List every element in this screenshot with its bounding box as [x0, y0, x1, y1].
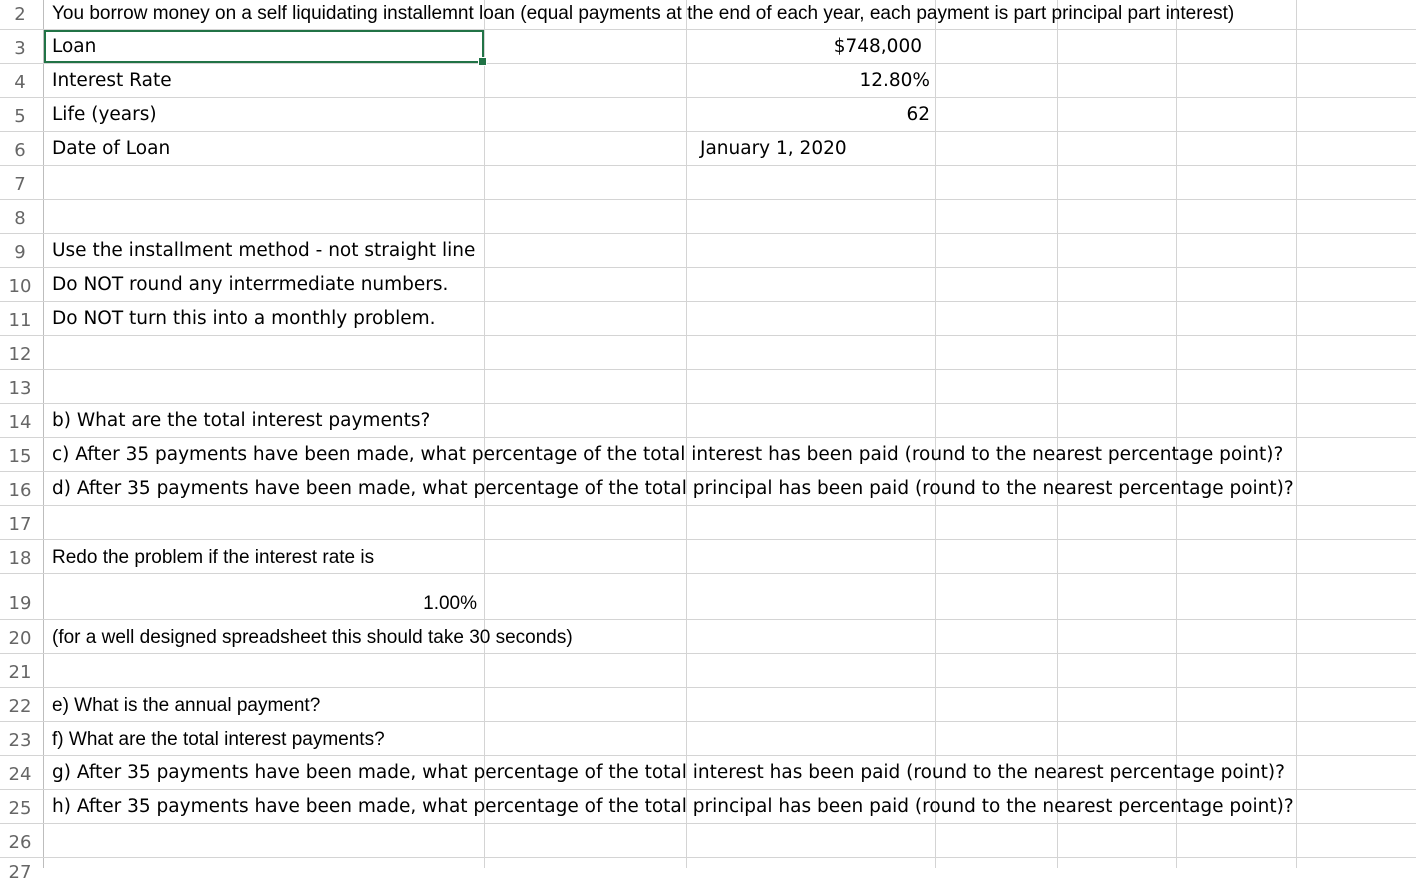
row-divider [0, 165, 1416, 166]
row-number[interactable]: 2 [14, 4, 26, 25]
cell-a14-question-b[interactable]: b) What are the total interest payments? [52, 410, 431, 431]
cell-interest-rate-value[interactable]: 12.80% [859, 70, 930, 91]
row-divider [0, 619, 1416, 620]
cell-a2-problem-description[interactable]: You borrow money on a self liquidating installemnt loan (equal payments at the end of each year, each payment is part principal part interest) [52, 3, 1235, 24]
row-number[interactable]: 23 [8, 730, 32, 751]
row-number[interactable]: 21 [8, 662, 32, 683]
row-number[interactable]: 16 [8, 480, 32, 501]
row-number[interactable]: 25 [8, 798, 32, 819]
cell-a5-life-label[interactable]: Life (years) [52, 104, 157, 125]
fill-handle[interactable] [478, 57, 487, 66]
row-divider [0, 721, 1416, 722]
row-number[interactable]: 22 [8, 696, 32, 717]
row-divider [0, 97, 1416, 98]
row-divider [0, 857, 1416, 858]
row-number[interactable]: 9 [14, 242, 26, 263]
row-divider [0, 789, 1416, 790]
row-divider [0, 301, 1416, 302]
row-divider [0, 539, 1416, 540]
row-number[interactable]: 3 [14, 38, 26, 59]
row-divider [0, 687, 1416, 688]
row-divider [0, 755, 1416, 756]
row-number[interactable]: 4 [14, 72, 26, 93]
cell-a15-question-c[interactable]: c) After 35 payments have been made, what percentage of the total interest has been paid (round to the nearest percentage point)? [52, 444, 1284, 465]
cell-a6-date-label[interactable]: Date of Loan [52, 138, 171, 159]
cell-date-value[interactable]: January 1, 2020 [700, 138, 847, 159]
row-number[interactable]: 11 [8, 310, 32, 331]
row-number[interactable]: 8 [14, 208, 26, 229]
row-number[interactable]: 14 [8, 412, 32, 433]
row-divider [0, 653, 1416, 654]
row-number[interactable]: 18 [8, 548, 32, 569]
active-cell-selection[interactable] [44, 30, 484, 63]
row-number[interactable]: 13 [8, 378, 32, 399]
row-divider [0, 131, 1416, 132]
row-divider [0, 369, 1416, 370]
cell-a23-question-f[interactable]: f) What are the total interest payments? [52, 729, 385, 750]
cell-a24-question-g[interactable]: g) After 35 payments have been made, what percentage of the total interest has been paid (round to the nearest percentage point)? [52, 762, 1285, 783]
row-number[interactable]: 15 [8, 446, 32, 467]
row-divider [0, 471, 1416, 472]
row-number[interactable]: 6 [14, 140, 26, 161]
cell-a22-question-e[interactable]: e) What is the annual payment? [52, 695, 321, 716]
cell-a4-interest-rate-label[interactable]: Interest Rate [52, 70, 172, 91]
row-number[interactable]: 10 [8, 276, 32, 297]
cell-a10-instruction[interactable]: Do NOT round any interrmediate numbers. [52, 274, 449, 295]
row-number[interactable]: 27 [8, 862, 32, 883]
row-number[interactable]: 12 [8, 344, 32, 365]
row-number[interactable]: 19 [8, 593, 32, 614]
row-number[interactable]: 7 [14, 174, 26, 195]
row-number[interactable]: 17 [8, 514, 32, 535]
cell-a20-note[interactable]: (for a well designed spreadsheet this should take 30 seconds) [52, 627, 573, 648]
row-divider [0, 573, 1416, 574]
cell-a9-instruction[interactable]: Use the installment method - not straight line [52, 240, 476, 261]
cell-life-value[interactable]: 62 [906, 104, 930, 125]
row-divider [0, 505, 1416, 506]
row-divider [0, 63, 1416, 64]
cell-a16-question-d[interactable]: d) After 35 payments have been made, what percentage of the total principal has been paid (round to the nearest percentage point)? [52, 478, 1294, 499]
cell-a18-redo-text[interactable]: Redo the problem if the interest rate is [52, 547, 375, 568]
row-number[interactable]: 20 [8, 628, 32, 649]
row-divider [0, 335, 1416, 336]
row-number[interactable]: 5 [14, 106, 26, 127]
row-divider [0, 199, 1416, 200]
cell-alt-interest-rate[interactable]: 1.00% [423, 593, 477, 614]
row-divider [0, 403, 1416, 404]
cell-loan-amount[interactable]: $748,000 [833, 36, 922, 57]
cell-a25-question-h[interactable]: h) After 35 payments have been made, what percentage of the total principal has been paid (round to the nearest percentage point)? [52, 796, 1294, 817]
row-number[interactable]: 24 [8, 764, 32, 785]
cell-a11-instruction[interactable]: Do NOT turn this into a monthly problem. [52, 308, 436, 329]
row-divider [0, 823, 1416, 824]
row-divider [0, 267, 1416, 268]
row-divider [0, 437, 1416, 438]
row-divider [0, 233, 1416, 234]
row-number[interactable]: 26 [8, 832, 32, 853]
cell-a3-loan-label[interactable]: Loan [52, 36, 97, 57]
